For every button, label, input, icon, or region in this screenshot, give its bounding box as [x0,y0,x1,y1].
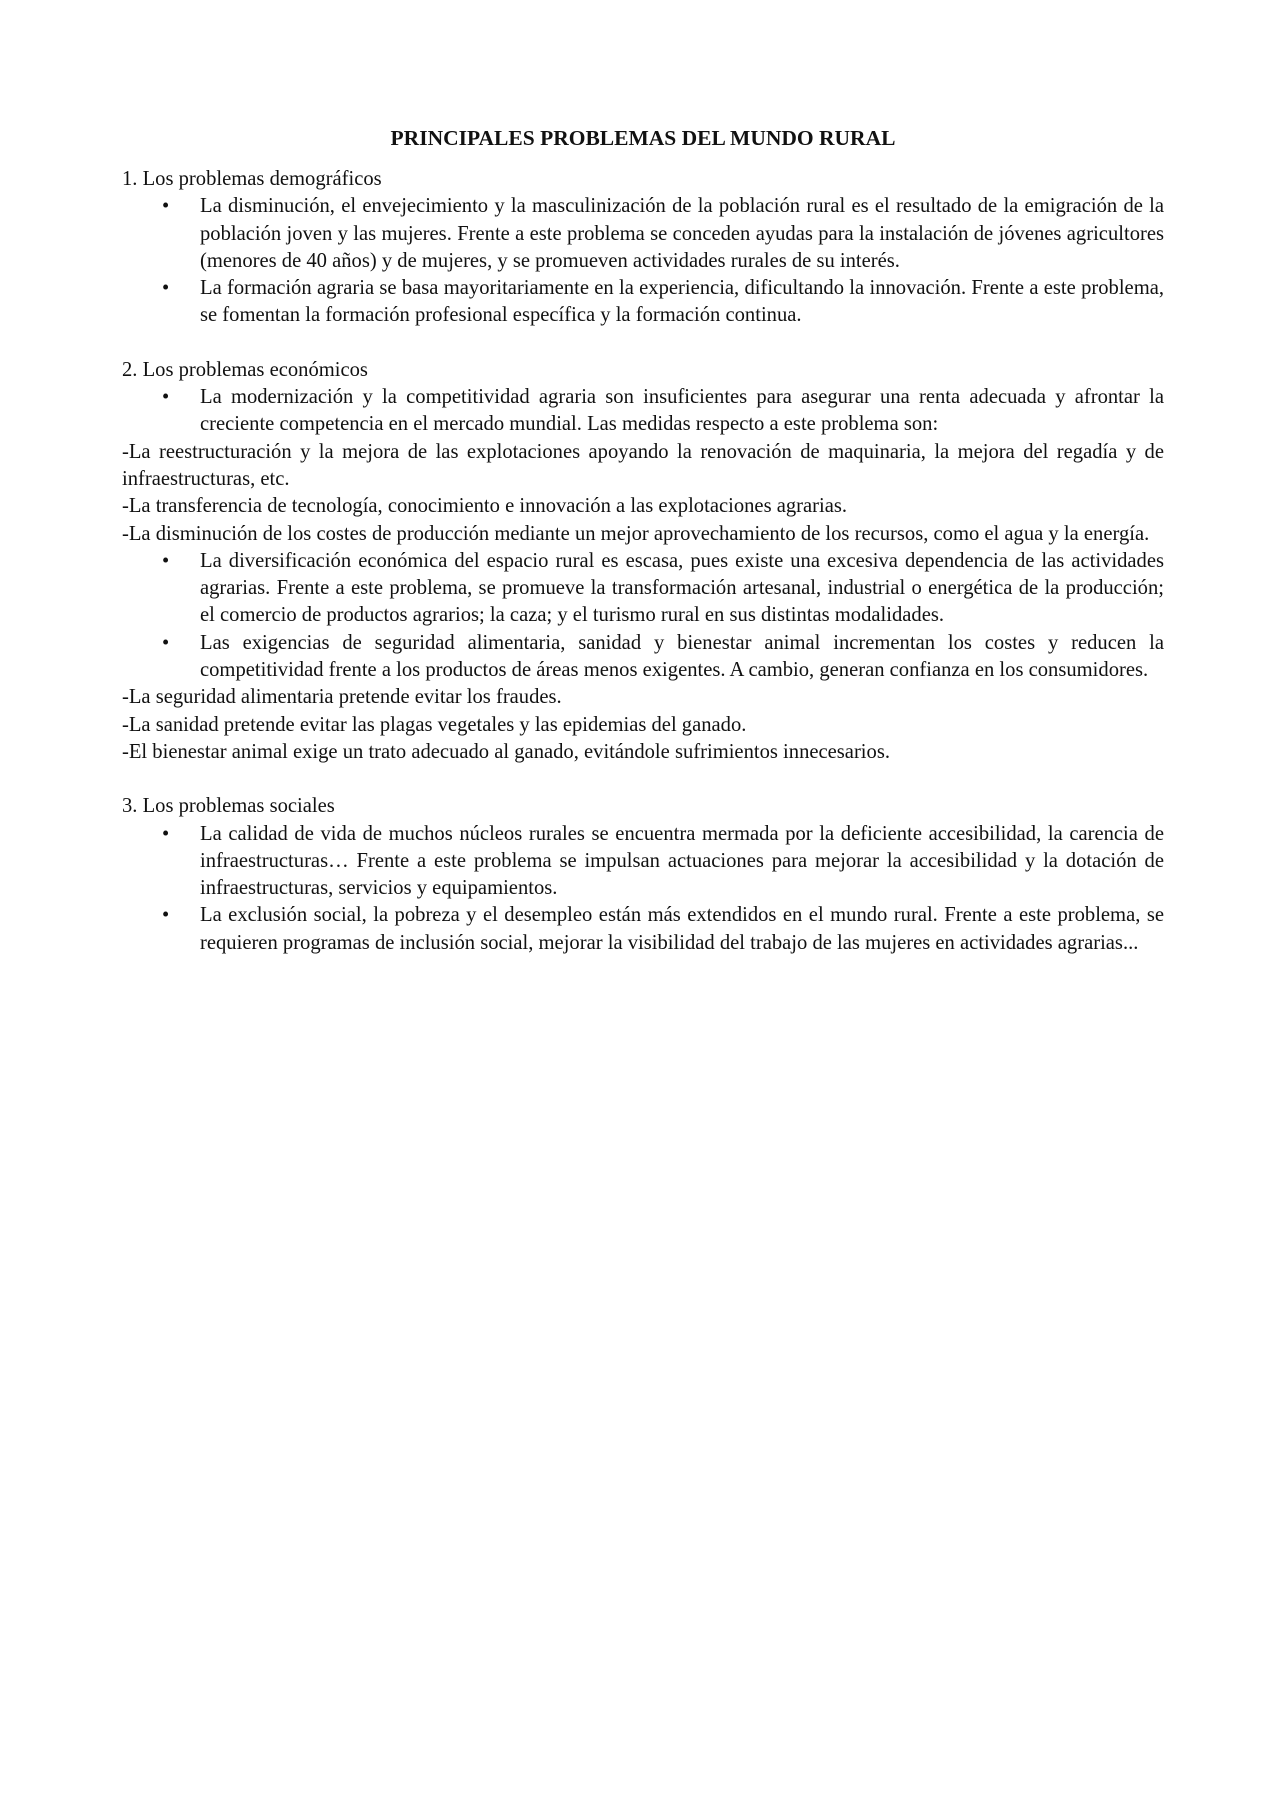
bullet-item [122,384,1164,439]
bullet-icon: • [162,822,170,845]
bullet-text: Las exigencias de seguridad alimentaria, sanidad y bienestar animal incrementan los costes y reducen la competitividad frente a los productos de áreas menos exigentes. A cambio, generan confianza en los consumidores. [200,631,1164,682]
bullet-text: La formación agraria se basa mayoritariamente en la experiencia, dificultando la innovación. Frente a este problema, se fomentan la formación profesional específica y la formación continua. [200,277,1164,327]
bullet-item [122,193,1164,275]
bullet-icon: • [162,631,170,654]
bullet-text: La calidad de vida de muchos núcleos rurales se encuentra mermada por la deficiente accesibilidad, la carencia de infraestructuras… Frente a este problema se impulsan actuaciones para mejorar la accesibilidad y la dotación de infraestructuras, servicios y equipamientos. [200,822,1164,900]
bullet-text: La disminución, el envejecimiento y la masculinización de la población rural es el resultado de la emigración de la población joven y las mujeres. Frente a este problema se conceden ayudas para la instalación de jóvenes agricultores (menores de 40 años) y de mujeres, y se promueven actividades rurales de su interés. [200,195,1164,272]
bullet-icon: • [162,277,170,300]
section-heading: 3. Los problemas sociales [122,795,335,818]
bullet-text: La diversificación económica del espacio rural es escasa, pues existe una excesiva dependencia de las actividades agrarias. Frente a este problema, se promueve la transformación artesanal, industrial o energética de la producción; el comercio de productos agrarios; la caza; y el turismo rural en sus distintas modalidades. [200,549,1164,627]
dash-item: -La reestructuración y la mejora de las explotaciones apoyando la renovación de maquinaria, la mejora del regadía y de infraestructuras, etc. [122,440,1164,490]
section-demograficos [122,166,1164,330]
bullet-icon: • [162,549,170,572]
bullet-item [122,548,1164,630]
dash-item: -La disminución de los costes de producción mediante un mejor aprovechamiento de los recursos, como el agua y la energía. [122,522,1150,545]
bullet-item [122,821,1164,903]
bullet-icon: • [162,904,170,927]
dash-item: -La seguridad alimentaria pretende evitar los fraudes. [122,686,562,709]
bullet-text: La exclusión social, la pobreza y el desempleo están más extendidos en el mundo rural. Frente a este problema, se requieren programas de inclusión social, mejorar la visibilidad del trabajo de las mujeres en actividades agrarias... [200,904,1164,954]
dash-item: -La sanidad pretende evitar las plagas vegetales y las epidemias del ganado. [122,713,747,736]
section-heading: 2. Los problemas económicos [122,358,368,381]
bullet-text: La modernización y la competitividad agraria son insuficientes para asegurar una renta adecuada y afrontar la creciente competencia en el mercado mundial. Las medidas respecto a este problema son: [200,386,1164,436]
dash-item: -El bienestar animal exige un trato adecuado al ganado, evitándole sufrimientos innecesarios. [122,740,890,763]
document-title: PRINCIPALES PROBLEMAS DEL MUNDO RURAL [390,126,896,150]
bullet-list [122,384,1164,439]
bullet-item [122,275,1164,330]
bullet-item [122,630,1164,685]
section-economicos [122,357,1164,766]
bullet-list [122,821,1164,957]
bullet-list [122,193,1164,329]
section-heading: 1. Los problemas demográficos [122,168,382,190]
bullet-list [122,548,1164,684]
section-sociales [122,793,1164,957]
document-page [122,124,1164,984]
dash-item: -La transferencia de tecnología, conocimiento e innovación a las explotaciones agrarias. [122,495,848,518]
bullet-item [122,902,1164,957]
bullet-icon: • [162,386,170,409]
bullet-icon: • [162,195,170,218]
